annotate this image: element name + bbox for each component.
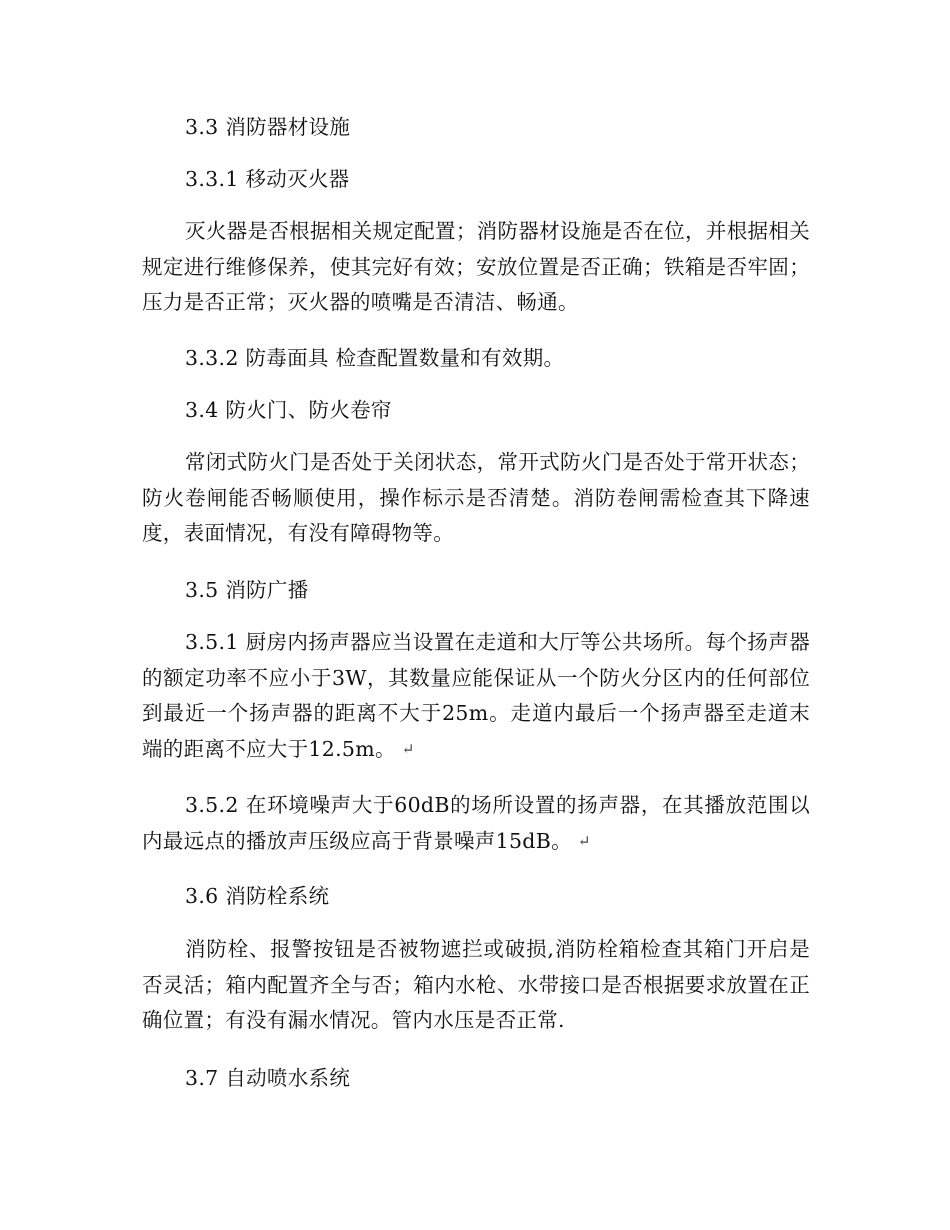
section-heading-3-4: 3.4 防火门、防火卷帘 [185, 398, 392, 422]
paragraph-mark-icon: ↵ [401, 739, 413, 758]
section-heading-3-3-1: 3.3.1 移动灭火器 [185, 167, 350, 191]
section-heading-3-7: 3.7 自动喷水系统 [185, 1066, 351, 1090]
paragraph-3-5-2-noise [142, 788, 810, 859]
paragraph-3-5-1-speakers [142, 625, 810, 767]
paragraph-text: 3.5.2 在环境噪声大于60dB的场所设置的扬声器，在其播放范围以内最远点的播放声压级应高于背景噪声15dB。 [142, 793, 810, 853]
section-heading-3-3-2: 3.3.2 防毒面具 检查配置数量和有效期。 [185, 346, 565, 370]
section-heading-3-5: 3.5 消防广播 [185, 578, 309, 602]
paragraph-text: 3.5.1 厨房内扬声器应当设置在走道和大厅等公共场所。每个扬声器的额定功率不应小于3W，其数量应能保证从一个防火分区内的任何部位到最近一个扬声器的距离不大于25m。走道内最后一个扬声器至走道末端的距离不应大于12.5m。 [142, 630, 810, 761]
section-heading-3-6: 3.6 消防栓系统 [185, 884, 330, 908]
paragraph-fire-door: 常闭式防火门是否处于关闭状态，常开式防火门是否处于常开状态；防火卷闸能否畅顺使用，操作标示是否清楚。消防卷闸需检查其下降速度，表面情况，有没有障碍物等。 [142, 450, 810, 545]
paragraph-fire-extinguisher: 灭火器是否根据相关规定配置；消防器材设施是否在位，并根据相关规定进行维修保养，使其完好有效；安放位置是否正确；铁箱是否牢固；压力是否正常；灭火器的喷嘴是否清洁、畅通。 [142, 219, 810, 314]
paragraph-hydrant-system: 消防栓、报警按钮是否被物遮拦或破损,消防栓箱检查其箱门开启是否灵活；箱内配置齐全与否；箱内水枪、水带接口是否根据要求放置在正确位置；有没有漏水情况。管内水压是否正常. [142, 937, 810, 1032]
paragraph-mark-icon: ↵ [577, 831, 589, 850]
section-heading-3-3: 3.3 消防器材设施 [185, 115, 351, 139]
